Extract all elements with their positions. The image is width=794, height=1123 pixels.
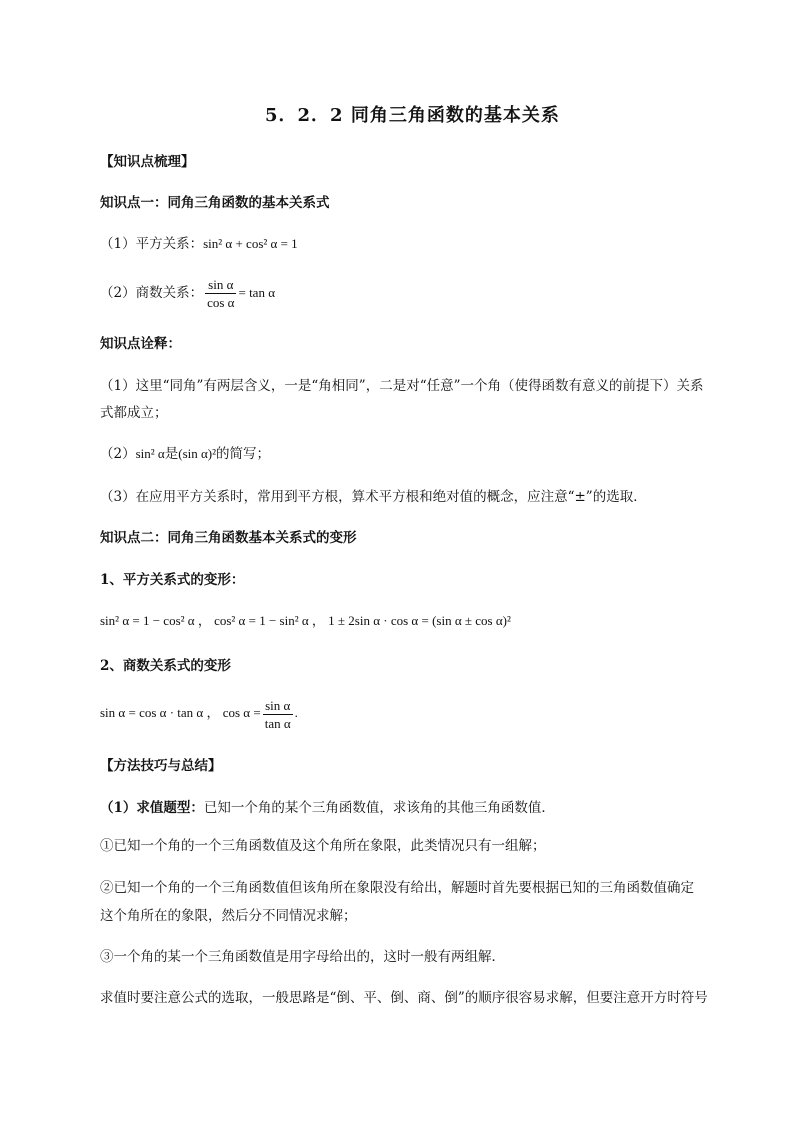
kp2-heading: 知识点二：同角三角函数基本关系式的变形 xyxy=(100,530,357,546)
kp2-sub2-heading: 2、商数关系式的变形 xyxy=(100,658,231,674)
quotient-variants-formula xyxy=(100,694,298,732)
explain-p1-line1: （1）这里“同角”有两层含义，一是“角相同”，二是对“任意”一个角（使得函数有意义的前提下）关系 xyxy=(100,378,704,394)
explain-heading: 知识点诠释： xyxy=(100,336,181,352)
explain-p1-line2: 式都成立； xyxy=(100,405,168,421)
method-heading xyxy=(100,798,555,818)
pythagorean-identity-formula: sin² α + cos² α = 1 xyxy=(203,236,298,251)
quotient-variant-lhs: sin α = cos α · tan α ， cos α = xyxy=(100,705,261,720)
method-case-2-line2: 这个角所在的象限，然后分不同情况求解； xyxy=(100,908,357,924)
page-title: 5．2．2 同角三角函数的基本关系 xyxy=(265,105,560,126)
kp1-item1 xyxy=(100,234,298,254)
kp2-sub1-heading: 1、平方关系式的变形： xyxy=(100,572,245,588)
explain-p2 xyxy=(100,444,270,464)
quotient-fraction xyxy=(205,276,236,311)
method-case-3: ③一个角的某一个三角函数值是用字母给出的，这时一般有两组解． xyxy=(100,949,505,965)
method-heading-bold: （1）求值题型： xyxy=(100,800,204,816)
kp1-item2 xyxy=(100,274,275,312)
quotient-rhs: = tan α xyxy=(238,285,276,300)
method-last-line: 求值时要注意公式的选取，一般思路是“倒、平、倒、商、倒”的顺序很容易求解，但要注意开方时符号 xyxy=(100,990,708,1006)
method-case-2-line1: ②已知一个角的一个三角函数值但该角所在象限没有给出，解题时首先要根据已知的三角函数值确定 xyxy=(100,880,694,896)
square-identity-variants-formula: sin² α = 1 − cos² α ， cos² α = 1 − sin² α ， 1 ± 2sin α · cos α = (sin α ± cos α)² xyxy=(100,613,511,628)
explain-p3: （3）在应用平方关系时，常用到平方根，算术平方根和绝对值的概念，应注意“±”的选取． xyxy=(100,489,647,505)
section-heading-knowledge: 【知识点梳理】 xyxy=(100,154,195,170)
fraction-numerator: sin α xyxy=(205,276,236,294)
method-case-1: ①已知一个角的一个三角函数值及这个角所在象限，此类情况只有一组解； xyxy=(100,838,546,854)
quotient-variant-fraction xyxy=(263,697,293,732)
explain-p2-label: （2） xyxy=(100,446,136,462)
kp1-heading: 知识点一：同角三角函数的基本关系式 xyxy=(100,195,330,211)
sin-paren-squared-formula: (sin α)² xyxy=(178,446,217,461)
fraction-numerator: sin α xyxy=(263,697,293,715)
kp1-item1-label: （1）平方关系： xyxy=(100,236,204,252)
section-heading-methods: 【方法技巧与总结】 xyxy=(100,758,222,774)
kp1-item2-label: （2）商数关系： xyxy=(100,285,204,301)
fraction-denominator: cos α xyxy=(207,295,235,310)
sin-squared-formula: sin² α xyxy=(135,446,165,461)
explain-p2-text-a: 是 xyxy=(164,446,179,462)
fraction-denominator: tan α xyxy=(264,715,291,731)
explain-p2-text-b: 的简写； xyxy=(216,446,271,462)
formula-period: . xyxy=(294,705,298,720)
method-heading-rest: 已知一个角的某个三角函数值，求该角的其他三角函数值． xyxy=(203,800,555,816)
